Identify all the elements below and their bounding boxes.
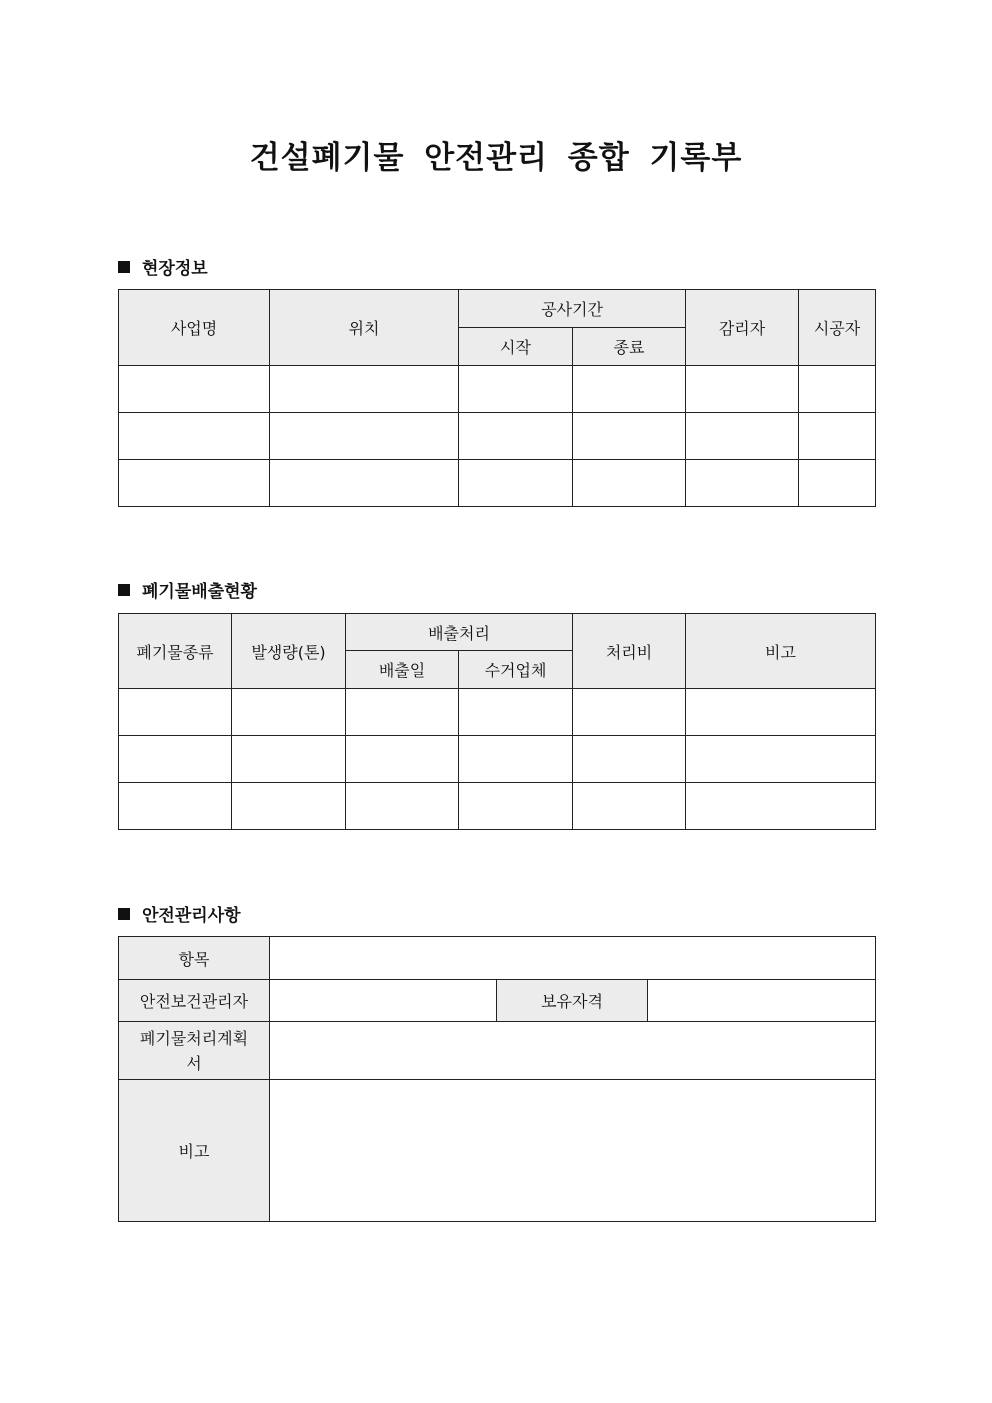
input-cell[interactable] <box>119 366 270 413</box>
input-cell[interactable] <box>573 783 686 830</box>
input-cell[interactable] <box>799 413 876 460</box>
header-discharge-date: 배출일 <box>346 651 459 689</box>
header-collector: 수거업체 <box>459 651 573 689</box>
document-title: 건설폐기물 안전관리 종합 기록부 <box>249 140 743 176</box>
input-cell[interactable] <box>232 736 346 783</box>
header-end: 종료 <box>573 328 686 366</box>
site-info-table <box>118 289 876 507</box>
input-cell[interactable] <box>686 366 799 413</box>
header-supervisor: 감리자 <box>686 290 799 366</box>
input-cell[interactable] <box>119 736 232 783</box>
input-cell[interactable] <box>459 366 573 413</box>
input-cell[interactable] <box>119 783 232 830</box>
safety-management-table <box>118 936 876 1222</box>
section-safety-management-heading <box>118 901 241 926</box>
table-row <box>119 736 876 783</box>
header-processing-cost: 처리비 <box>573 614 686 689</box>
input-cell[interactable] <box>232 783 346 830</box>
input-cell[interactable] <box>799 460 876 507</box>
input-cell[interactable] <box>459 689 573 736</box>
input-cell[interactable] <box>270 413 459 460</box>
section-safety-management-label: 안전관리사항 <box>142 906 241 926</box>
header-amount: 발생량(톤) <box>232 614 346 689</box>
input-cell[interactable] <box>346 783 459 830</box>
input-cell[interactable] <box>459 413 573 460</box>
section-waste-discharge-heading <box>118 577 257 602</box>
input-cell[interactable] <box>686 460 799 507</box>
table-row <box>119 783 876 830</box>
input-cell[interactable] <box>270 460 459 507</box>
square-bullet-icon <box>118 584 130 596</box>
input-cell[interactable] <box>573 366 686 413</box>
input-cell[interactable] <box>270 366 459 413</box>
input-cell[interactable] <box>232 689 346 736</box>
header-waste-type: 폐기물종류 <box>119 614 232 689</box>
item-field[interactable] <box>270 937 876 980</box>
waste-discharge-table <box>118 613 876 830</box>
section-site-info-heading <box>118 254 208 279</box>
label-item: 항목 <box>119 937 270 980</box>
input-cell[interactable] <box>119 460 270 507</box>
table-row <box>119 366 876 413</box>
header-business-name: 사업명 <box>119 290 270 366</box>
remarks-field[interactable] <box>270 1080 876 1222</box>
header-discharge-processing: 배출처리 <box>346 614 573 651</box>
safety-manager-field[interactable] <box>270 980 497 1022</box>
input-cell[interactable] <box>573 413 686 460</box>
header-start: 시작 <box>459 328 573 366</box>
input-cell[interactable] <box>119 689 232 736</box>
input-cell[interactable] <box>573 689 686 736</box>
input-cell[interactable] <box>119 413 270 460</box>
section-waste-discharge-label: 폐기물배출현황 <box>142 582 257 602</box>
section-site-info-label: 현장정보 <box>142 259 208 279</box>
square-bullet-icon <box>118 908 130 920</box>
input-cell[interactable] <box>346 689 459 736</box>
input-cell[interactable] <box>686 783 876 830</box>
header-construction-period: 공사기간 <box>459 290 686 328</box>
input-cell[interactable] <box>799 366 876 413</box>
input-cell[interactable] <box>459 783 573 830</box>
input-cell[interactable] <box>686 736 876 783</box>
table-row <box>119 413 876 460</box>
input-cell[interactable] <box>459 736 573 783</box>
label-waste-plan: 폐기물처리계획서 <box>119 1022 270 1080</box>
waste-plan-field[interactable] <box>270 1022 876 1080</box>
input-cell[interactable] <box>573 460 686 507</box>
header-remarks: 비고 <box>686 614 876 689</box>
input-cell[interactable] <box>573 736 686 783</box>
header-contractor: 시공자 <box>799 290 876 366</box>
input-cell[interactable] <box>686 413 799 460</box>
label-safety-manager: 안전보건관리자 <box>119 980 270 1022</box>
square-bullet-icon <box>118 261 130 273</box>
input-cell[interactable] <box>686 689 876 736</box>
input-cell[interactable] <box>346 736 459 783</box>
table-row <box>119 460 876 507</box>
label-remarks: 비고 <box>119 1080 270 1222</box>
qualification-field[interactable] <box>648 980 876 1022</box>
table-row <box>119 689 876 736</box>
header-location: 위치 <box>270 290 459 366</box>
label-qualification: 보유자격 <box>497 980 648 1022</box>
input-cell[interactable] <box>459 460 573 507</box>
